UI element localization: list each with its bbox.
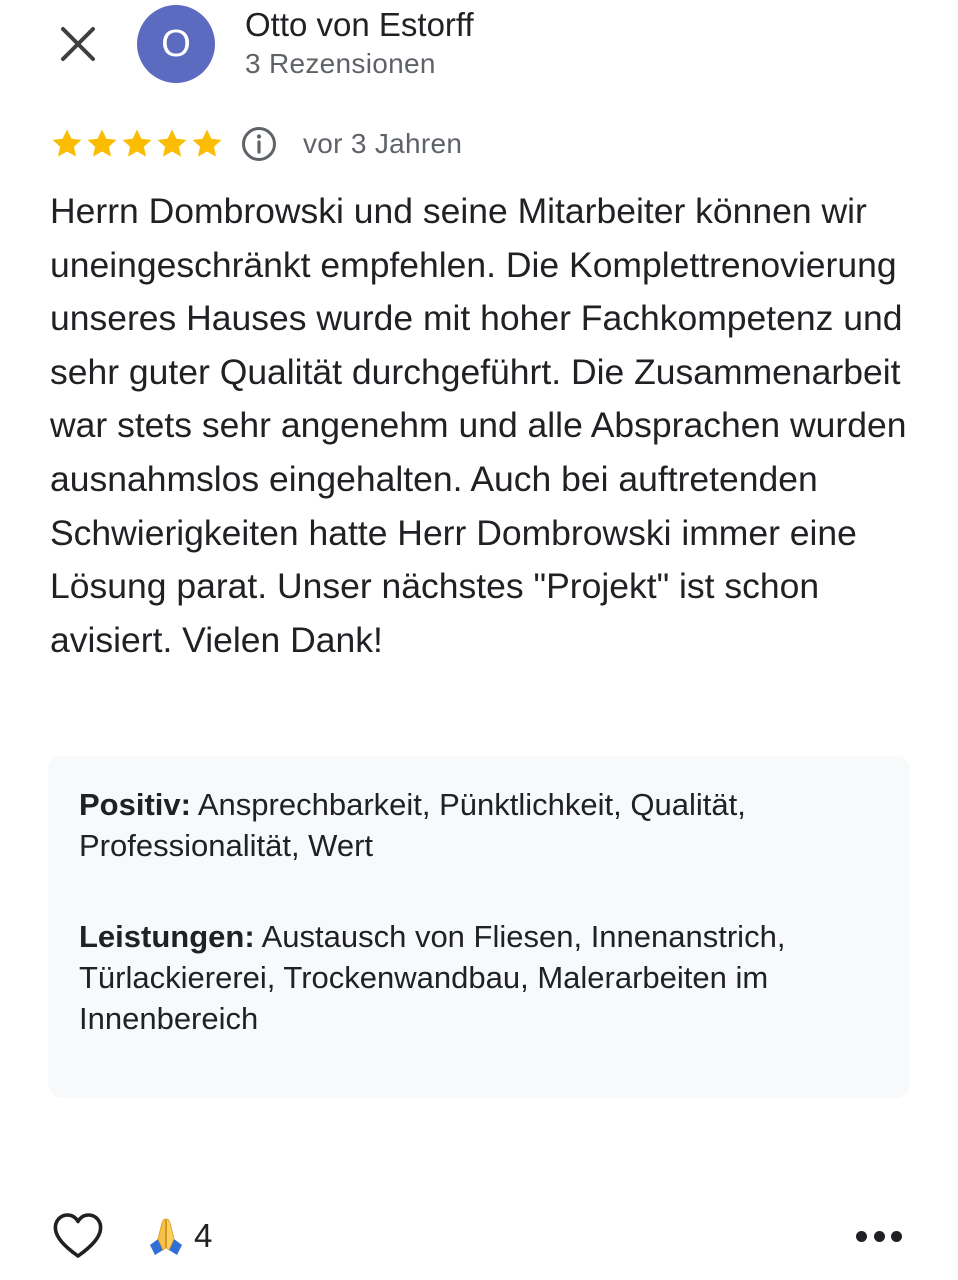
reaction-button[interactable] <box>146 1214 212 1258</box>
attribute-services <box>79 916 879 1039</box>
star-icon <box>85 127 119 161</box>
star-icon <box>50 127 84 161</box>
close-icon <box>60 26 96 62</box>
review-date: vor 3 Jahren <box>303 128 463 159</box>
star-rating <box>50 127 225 161</box>
attribute-services-value: Austausch von Fliesen, Innenanstrich, Türlackiererei, Trockenwandbau, Malerarbeiten im Innenbereich <box>79 919 786 1036</box>
star-icon <box>190 127 224 161</box>
info-icon[interactable] <box>241 126 277 162</box>
heart-icon <box>52 1211 104 1261</box>
reviewer-review-count: 3 Rezensionen <box>245 48 436 79</box>
attribute-services-label: Leistungen: <box>79 919 255 954</box>
review-text: Herrn Dombrowski und seine Mitarbeiter können wir uneingeschränkt empfehlen. Die Komplettrenovierung unseres Hauses wurde mit hoher Fachkompetenz und sehr guter Qualität durchgeführt. Die Zusammenarbeit war stets sehr angenehm und alle Absprachen wurden ausnahmslos eingehalten. Auch bei auftretenden Schwierigkeiten hatte Herr Dombrowski immer eine Lösung parat. Unser nächstes "Projekt" ist schon avisiert. Vielen Dank! <box>50 191 907 660</box>
close-button[interactable] <box>56 22 100 66</box>
attribute-positive-label: Positiv: <box>79 787 191 822</box>
more-horizontal-icon <box>856 1231 867 1242</box>
more-options-button[interactable] <box>856 1222 902 1250</box>
review-attributes-box <box>48 756 910 1098</box>
attribute-positive <box>79 784 879 866</box>
reviewer-name[interactable]: Otto von Estorff <box>245 6 474 43</box>
attribute-positive-value: Ansprechbarkeit, Pünktlichkeit, Qualität, Professionalität, Wert <box>79 787 746 863</box>
star-icon <box>155 127 189 161</box>
avatar-letter: O <box>161 22 191 65</box>
folded-hands-icon <box>146 1215 186 1257</box>
avatar[interactable] <box>137 5 215 83</box>
reaction-count: 4 <box>194 1217 213 1254</box>
star-icon <box>120 127 154 161</box>
rating-row <box>50 122 462 166</box>
like-button[interactable] <box>52 1211 104 1261</box>
